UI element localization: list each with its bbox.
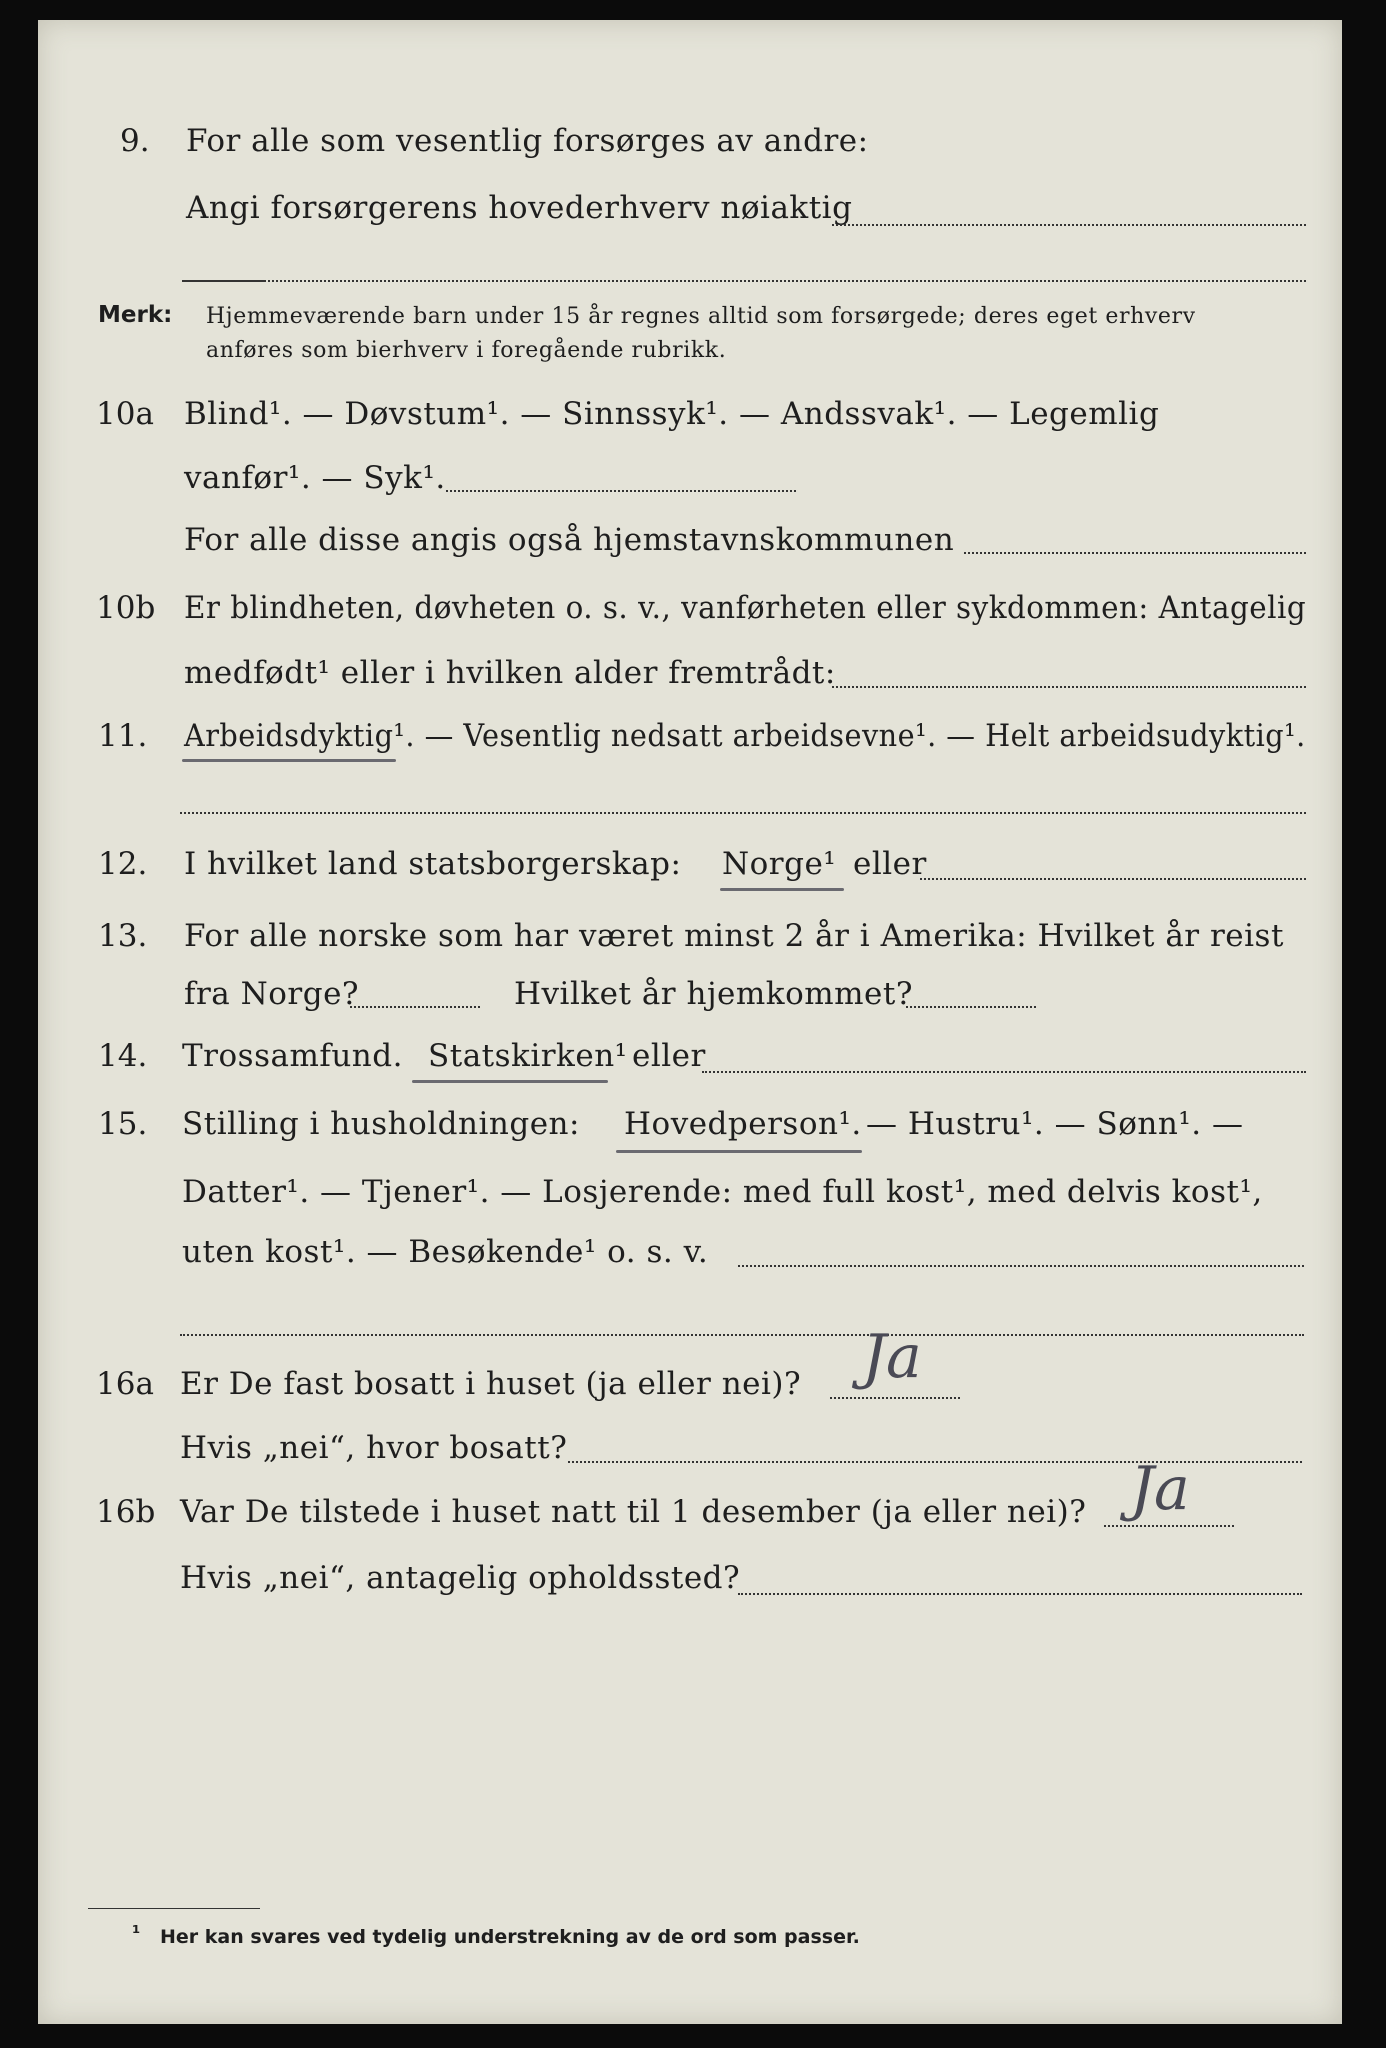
q9-answer-line-2[interactable]	[268, 280, 1306, 282]
q15-number: 15.	[98, 1106, 148, 1142]
q13-line1: For alle norske som har været minst 2 år i Amerika: Hvilket år reist	[184, 918, 1284, 954]
q11-underline-mark	[182, 759, 396, 762]
q13-reist-line[interactable]	[350, 1006, 480, 1008]
q13-hjemkommet-line[interactable]	[906, 1006, 1036, 1008]
q9-line2: Angi forsørgerens hovederhverv nøiaktig	[186, 190, 853, 226]
q10a-line2: vanfør¹. — Syk¹.	[184, 460, 446, 496]
footnote-mark: ¹	[132, 1922, 141, 1944]
q11-number: 11.	[98, 718, 148, 754]
q16b-line1: Var De tilstede i huset natt til 1 desember (ja eller nei)?	[180, 1494, 1087, 1530]
q9-rule-solid	[182, 280, 266, 282]
q15-answer-line[interactable]	[738, 1265, 1304, 1267]
q16a-bosatt-line[interactable]	[568, 1461, 1302, 1463]
q12-eller: eller	[853, 846, 927, 882]
q15-line2: Datter¹. — Tjener¹. — Losjerende: med full kost¹, med delvis kost¹,	[182, 1174, 1263, 1210]
q13-line2a: fra Norge?	[184, 976, 360, 1012]
q11-option-arbeidsdyktig[interactable]: Arbeidsdyktig¹	[184, 718, 406, 754]
footnote-rule	[88, 1908, 260, 1909]
q9-line1: For alle som vesentlig forsørges av andre:	[186, 123, 869, 159]
q10b-line2: medfødt¹ eller i hvilken alder fremtrådt:	[184, 655, 836, 691]
merk-line2: anføres som bierhverv i foregående rubrikk.	[206, 338, 727, 363]
q16a-line2: Hvis „nei“, hvor bosatt?	[180, 1430, 568, 1466]
q9-answer-line[interactable]	[832, 224, 1306, 226]
q10a-line1: Blind¹. — Døvstum¹. — Sinnssyk¹. — Andssvak¹. — Legemlig	[184, 396, 1160, 432]
q16b-line2: Hvis „nei“, antagelig opholdssted?	[180, 1560, 741, 1596]
q10a-number: 10a	[96, 396, 154, 432]
q14-underline-mark	[412, 1080, 608, 1083]
q10b-number: 10b	[96, 590, 156, 626]
footnote-text: Her kan svares ved tydelig understrekning av de ord som passer.	[160, 1926, 860, 1948]
q12-underline-mark	[720, 888, 844, 891]
q12-prefix: I hvilket land statsborgerskap:	[184, 846, 682, 882]
merk-line1: Hjemmeværende barn under 15 år regnes alltid som forsørgede; deres eget erhverv	[206, 304, 1196, 329]
q10a-answer-line[interactable]	[446, 490, 796, 492]
q16a-number: 16a	[96, 1366, 154, 1402]
q13-number: 13.	[98, 918, 148, 954]
q11-answer-line[interactable]	[180, 812, 1306, 814]
q16a-answer-line[interactable]	[830, 1397, 960, 1399]
q11-text	[184, 718, 1306, 754]
q16b-number: 16b	[96, 1494, 156, 1530]
q10a-hjemstavn-line[interactable]	[964, 552, 1306, 554]
q14-answer-line[interactable]	[702, 1071, 1306, 1073]
q16b-handwritten-answer: Ja	[1130, 1454, 1190, 1524]
q14-eller: eller	[632, 1038, 706, 1074]
q14-option-statskirken[interactable]: Statskirken¹	[428, 1038, 628, 1074]
q10a-line3: For alle disse angis også hjemstavnskommunen	[184, 522, 955, 558]
q12-number: 12.	[98, 846, 148, 882]
q11-rest: . — Vesentlig nedsatt arbeidsevne¹. — Helt arbeidsudyktig¹.	[405, 718, 1306, 754]
q16b-answer-line[interactable]	[1104, 1525, 1234, 1527]
q10b-line1: Er blindheten, døvheten o. s. v., vanførheten eller sykdommen: Antagelig	[184, 590, 1307, 626]
q15-rest: — Hustru¹. — Sønn¹. —	[866, 1106, 1244, 1142]
q12-option-norge[interactable]: Norge¹	[722, 846, 837, 882]
q13-line2b: Hvilket år hjemkommet?	[514, 976, 913, 1012]
q15-answer-line-2[interactable]	[180, 1334, 1304, 1336]
q9-number: 9.	[120, 123, 150, 159]
q16b-opholdssted-line[interactable]	[738, 1593, 1302, 1595]
q12-answer-line[interactable]	[920, 878, 1306, 880]
q15-option-hovedperson[interactable]: Hovedperson¹.	[624, 1106, 862, 1142]
q15-prefix: Stilling i husholdningen:	[182, 1106, 580, 1142]
q15-line3: uten kost¹. — Besøkende¹ o. s. v.	[182, 1234, 709, 1270]
q14-number: 14.	[98, 1038, 148, 1074]
q16a-handwritten-answer: Ja	[862, 1322, 922, 1392]
merk-label: Merk:	[98, 302, 173, 328]
q16a-line1: Er De fast bosatt i huset (ja eller nei)?	[180, 1366, 802, 1402]
q15-underline-mark	[616, 1150, 862, 1153]
q10b-answer-line[interactable]	[832, 686, 1306, 688]
q14-prefix: Trossamfund.	[182, 1038, 403, 1074]
